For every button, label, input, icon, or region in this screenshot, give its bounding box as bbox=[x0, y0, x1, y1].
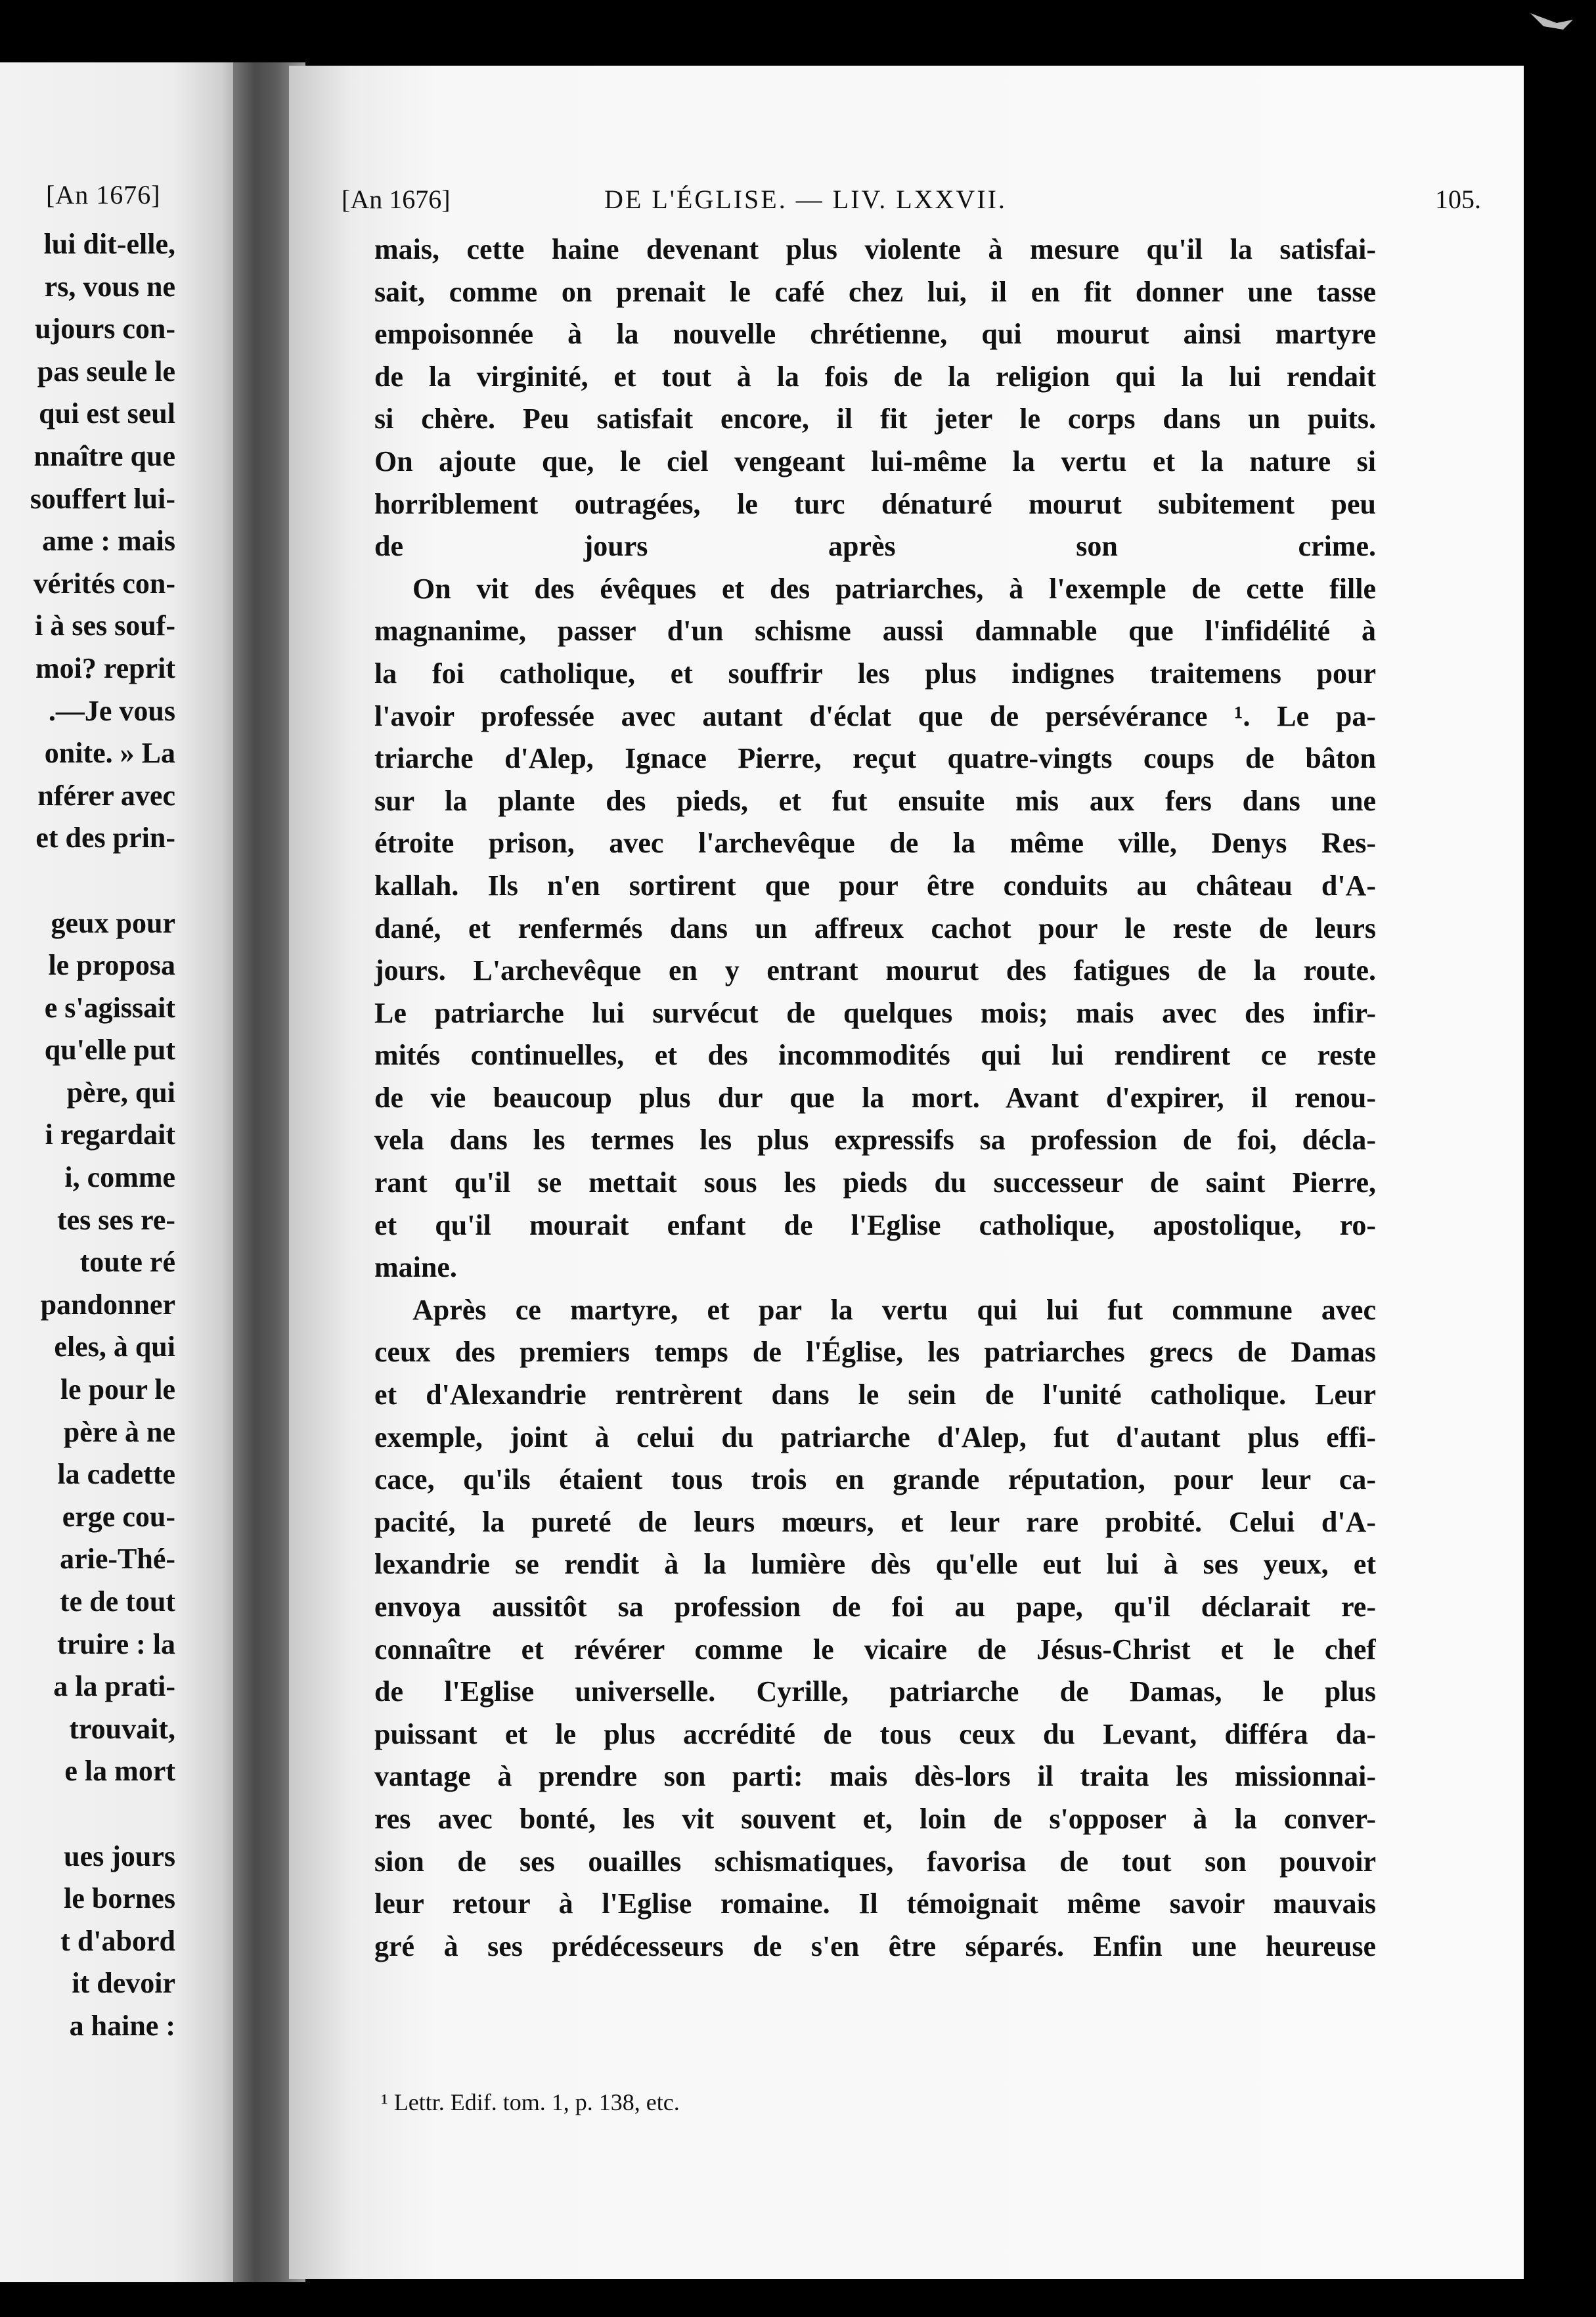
text-line: vela dans les termes les plus expressifs sa profession de foi, décla- bbox=[374, 1124, 1376, 1157]
text-line: si chère. Peu satisfait encore, il fit jeter le corps dans un puits. bbox=[374, 403, 1376, 435]
text-line: sait, comme on prenait le café chez lui, il en fit donner une tasse bbox=[374, 275, 1376, 308]
left-page-line: le proposa bbox=[48, 949, 175, 982]
text-line: envoya aussitôt sa profession de foi au pape, qu'il déclarait re- bbox=[374, 1591, 1376, 1623]
left-page-line: ues jours bbox=[64, 1840, 175, 1872]
left-page-line: eles, à qui bbox=[54, 1331, 175, 1363]
text-line: l'avoir professée avec autant d'éclat que de persévérance ¹. Le pa- bbox=[374, 699, 1376, 732]
left-page-line: e s'agissait bbox=[44, 991, 175, 1024]
left-page-line: onite. » La bbox=[44, 737, 175, 770]
text-line: mais, cette haine devenant plus violente à mesure qu'il la satisfai- bbox=[374, 233, 1376, 265]
text-line: étroite prison, avec l'archevêque de la même ville, Denys Res- bbox=[374, 827, 1376, 860]
text-line: horriblement outragées, le turc dénaturé mourut subitement peu bbox=[374, 487, 1376, 520]
text-line: puissant et le plus accrédité de tous ceux du Levant, différa da- bbox=[374, 1717, 1376, 1750]
left-page-line: moi? reprit bbox=[35, 651, 175, 684]
text-line: empoisonnée à la nouvelle chrétienne, qui mourut ainsi martyre bbox=[374, 318, 1376, 351]
text-line: connaître et révérer comme le vicaire de Jésus-Christ et le chef bbox=[374, 1633, 1376, 1666]
footnote: ¹ Lettr. Edif. tom. 1, p. 138, etc. bbox=[381, 2089, 680, 2115]
text-line: Le patriarche lui survécut de quelques mois; mais avec des infir- bbox=[374, 996, 1376, 1029]
left-page-line: i regardait bbox=[45, 1118, 175, 1151]
left-page-line: .—Je vous bbox=[48, 694, 175, 727]
left-page-line: lui dit-elle, bbox=[43, 228, 175, 260]
text-line: exemple, joint à celui du patriarche d'Alep, fut d'autant plus effi- bbox=[374, 1421, 1376, 1453]
text-line: res avec bonté, les vit souvent et, loin de s'opposer à la conver- bbox=[374, 1802, 1376, 1835]
text-line: sion de ses ouailles schismatiques, favorisa de tout son pouvoir bbox=[374, 1845, 1376, 1878]
paragraph bbox=[374, 1289, 1376, 1968]
text-line: de la virginité, et tout à la fois de la religion qui la lui rendait bbox=[374, 360, 1376, 393]
left-page-line: it devoir bbox=[72, 1967, 175, 2000]
left-page-line: truire : la bbox=[56, 1627, 175, 1660]
left-page-line: i, comme bbox=[64, 1161, 175, 1194]
left-page-line: nférer avec bbox=[37, 779, 175, 812]
text-line: kallah. Ils n'en sortirent que pour être conduits au château d'A- bbox=[374, 869, 1376, 902]
text-line: pacité, la pureté de leurs mœurs, et leur rare probité. Celui d'A- bbox=[374, 1505, 1376, 1538]
text-line: jours. L'archevêque en y entrant mourut des fatigues de la route. bbox=[374, 954, 1376, 987]
text-line: de jours après son crime. bbox=[374, 530, 1376, 563]
left-page-line: a haine : bbox=[69, 2009, 175, 2042]
left-page-line: t d'abord bbox=[60, 1924, 175, 1957]
left-page-line: père à ne bbox=[63, 1415, 175, 1448]
left-page-line: souffert lui- bbox=[30, 482, 175, 515]
left-page-line: arie-Thé- bbox=[60, 1543, 175, 1576]
left-page-line: et des prin- bbox=[35, 822, 175, 854]
left-page-header: [An 1676] bbox=[46, 180, 161, 210]
running-header bbox=[342, 184, 1497, 223]
left-page-line: tes ses re- bbox=[57, 1203, 175, 1236]
left-page-line bbox=[30, 860, 175, 902]
paragraph bbox=[374, 568, 1376, 1289]
text-line: de l'Eglise universelle. Cyrille, patriarche de Damas, le plus bbox=[374, 1675, 1376, 1708]
text-line: Après ce martyre, et par la vertu qui lui fut commune avec bbox=[412, 1293, 1376, 1326]
text-line: leur retour à l'Eglise romaine. Il témoignait même savoir mauvais bbox=[374, 1887, 1376, 1920]
left-page-line: ujours con- bbox=[35, 313, 175, 345]
scan-corner-mark bbox=[1517, 0, 1583, 53]
left-page-line: pandonner bbox=[40, 1288, 175, 1321]
header-year: [An 1676] bbox=[342, 185, 451, 214]
text-line: rant qu'il se mettait sous les pieds du successeur de saint Pierre, bbox=[374, 1166, 1376, 1199]
book-page bbox=[289, 66, 1524, 2279]
left-page-line: ame : mais bbox=[42, 525, 175, 558]
left-page-line bbox=[30, 1793, 175, 1836]
text-line: de vie beaucoup plus dur que la mort. Avant d'expirer, il renou- bbox=[374, 1081, 1376, 1114]
text-line: cace, qu'ils étaient tous trois en grande réputation, pour leur ca- bbox=[374, 1463, 1376, 1496]
left-page-line: i à ses souf- bbox=[35, 609, 175, 642]
text-line: vantage à prendre son parti: mais dès-lors il traita les missionnai- bbox=[374, 1760, 1376, 1793]
text-line: triarche d'Alep, Ignace Pierre, reçut quatre-vingts coups de bâton bbox=[374, 742, 1376, 775]
left-page-line: le pour le bbox=[60, 1373, 175, 1406]
left-page-line: nnaître que bbox=[33, 439, 175, 472]
left-page-line: a la prati- bbox=[53, 1670, 175, 1703]
left-page-line: la cadette bbox=[57, 1458, 175, 1491]
left-page-line: te de tout bbox=[60, 1585, 175, 1618]
left-page-line: père, qui bbox=[66, 1076, 175, 1109]
left-page-line: erge cou- bbox=[62, 1500, 175, 1533]
text-line: la foi catholique, et souffrir les plus indignes traitemens pour bbox=[374, 657, 1376, 690]
text-line: magnanime, passer d'un schisme aussi damnable que l'infidélité à bbox=[374, 615, 1376, 648]
text-line: lexandrie se rendit à la lumière dès qu'elle eut lui à ses yeux, et bbox=[374, 1548, 1376, 1581]
text-line: On vit des évêques et des patriarches, à l'exemple de cette fille bbox=[412, 572, 1376, 605]
text-line: dané, et renfermés dans un affreux cachot pour le reste de leurs bbox=[374, 912, 1376, 944]
paragraph bbox=[374, 229, 1376, 568]
header-title: DE L'ÉGLISE. — LIV. LXXVII. bbox=[604, 185, 1007, 214]
left-page-line: trouvait, bbox=[69, 1712, 175, 1745]
left-page-line: pas seule le bbox=[37, 355, 175, 387]
page-body-text bbox=[374, 229, 1376, 1968]
left-page-line: geux pour bbox=[51, 906, 175, 939]
left-page-text bbox=[30, 223, 175, 2048]
left-page-line: e la mort bbox=[64, 1755, 175, 1788]
left-page-line: toute ré bbox=[79, 1246, 175, 1279]
left-page-line: qu'elle put bbox=[44, 1034, 175, 1067]
page-number: 105. bbox=[1435, 185, 1481, 214]
text-line: On ajoute que, le ciel vengeant lui-même la vertu et la nature si bbox=[374, 445, 1376, 477]
text-line: sur la plante des pieds, et fut ensuite mis aux fers dans une bbox=[374, 784, 1376, 817]
text-line: ceux des premiers temps de l'Église, les patriarches grecs de Damas bbox=[374, 1336, 1376, 1369]
left-page-line: vérités con- bbox=[33, 567, 175, 600]
text-line: maine. bbox=[374, 1251, 457, 1284]
text-line: gré à ses prédécesseurs de s'en être séparés. Enfin une heureuse bbox=[374, 1930, 1376, 1962]
previous-page bbox=[0, 62, 246, 2282]
left-page-line: rs, vous ne bbox=[44, 270, 175, 303]
text-line: et d'Alexandrie rentrèrent dans le sein de l'unité catholique. Leur bbox=[374, 1379, 1376, 1411]
left-page-line: le bornes bbox=[64, 1882, 175, 1915]
left-page-line: qui est seul bbox=[39, 397, 175, 430]
text-line: et qu'il mourait enfant de l'Eglise catholique, apostolique, ro- bbox=[374, 1208, 1376, 1241]
text-line: mités continuelles, et des incommodités qui lui rendirent ce reste bbox=[374, 1039, 1376, 1072]
